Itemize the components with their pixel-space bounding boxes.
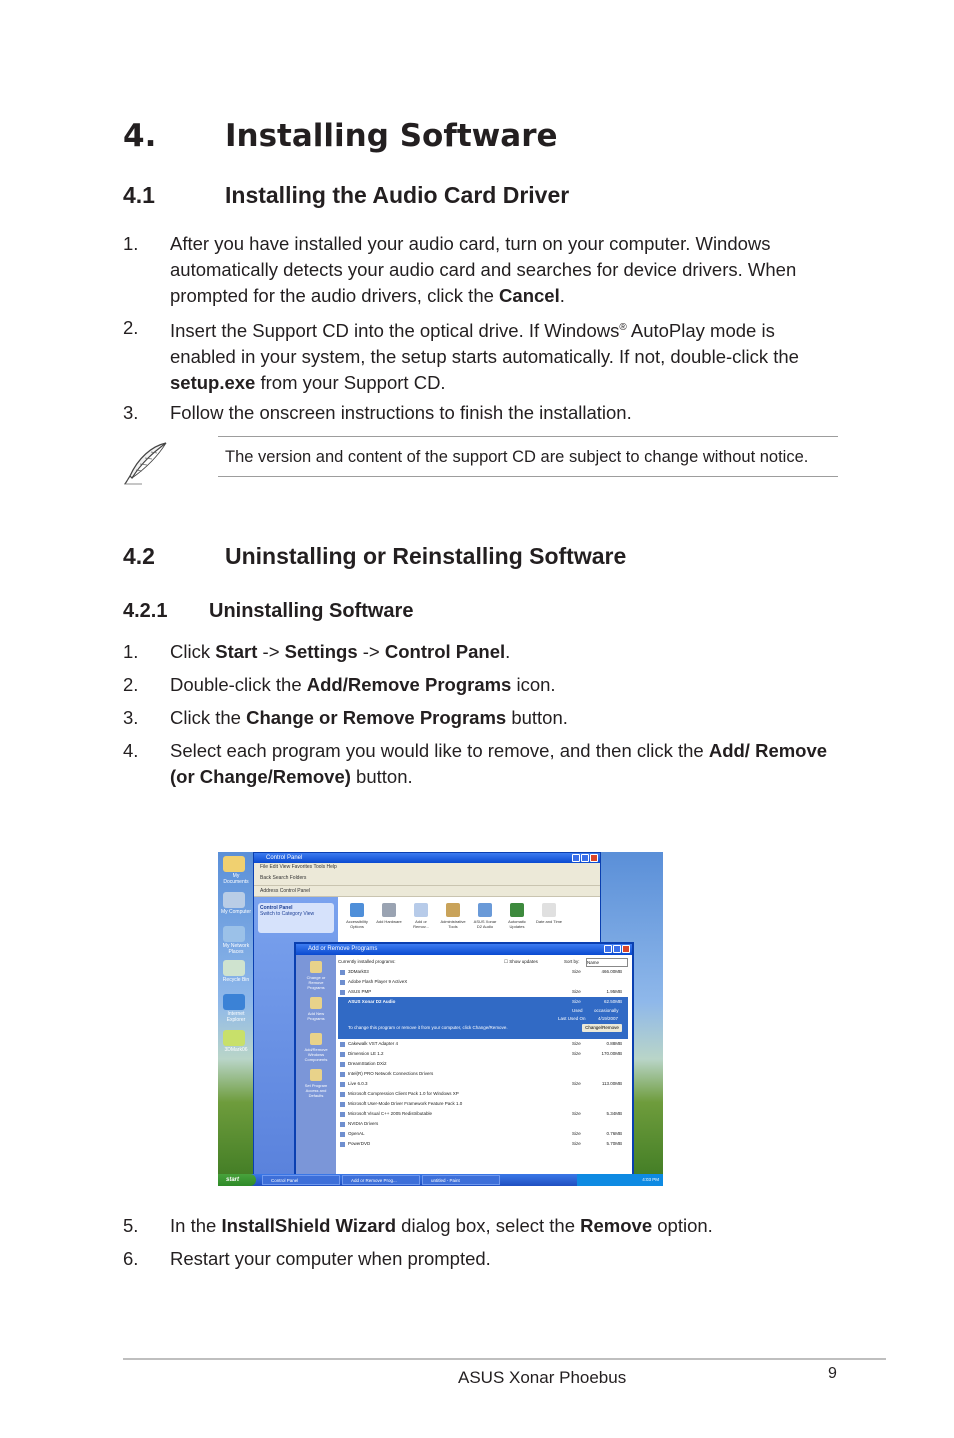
close-icon[interactable] [590, 854, 598, 862]
desktop-icon-label: My Documents [223, 873, 249, 885]
sort-select[interactable]: Name [586, 958, 628, 967]
last-used-value: 4/19/2007 [598, 1016, 619, 1021]
list-item [123, 738, 843, 790]
quill-note-icon [122, 440, 170, 486]
note-text: The version and content of the support CD are subject to change without notice. [225, 448, 809, 466]
bold-run: Add/ Remove (or Change/Remove) [170, 740, 828, 787]
cp-icon-label: Accessibility Options [346, 919, 368, 929]
size-value [594, 1119, 628, 1129]
program-row[interactable] [338, 1059, 628, 1069]
program-name: DreamStation DXi2 [338, 1059, 572, 1069]
item-number: 4. [123, 740, 139, 761]
item-text [170, 1213, 843, 1239]
accessibility-icon [350, 903, 364, 917]
list-header-label: Currently installed programs: [338, 959, 396, 964]
text-run: Insert the Support CD into the optical drive. If Windows [170, 320, 620, 342]
network-icon [223, 926, 245, 942]
size-label: Size [572, 989, 581, 994]
text-run: -> [357, 641, 385, 662]
size-label: Size [572, 1041, 581, 1046]
size-value [594, 977, 628, 987]
start-button[interactable]: start [218, 1174, 256, 1186]
text-run: icon. [511, 674, 556, 695]
bold-run: InstallShield Wizard [221, 1215, 397, 1236]
section-number: 4.2 [123, 543, 155, 569]
defaults-icon [310, 1069, 322, 1081]
taskbar [218, 1174, 663, 1186]
arp-sidebar [296, 955, 336, 1176]
desktop-icon-label: Internet Explorer [226, 1011, 246, 1023]
program-name: NVIDIA Drivers [338, 1119, 572, 1129]
text-run: . [505, 641, 511, 662]
toolbar[interactable]: Back Search Folders [254, 871, 600, 886]
window-controls [604, 945, 630, 953]
selected-program-name: ASUS Xonar D2 Audio [348, 999, 396, 1004]
size-value [594, 1059, 628, 1069]
bold-run: Remove [580, 1215, 653, 1236]
add-remove-programs-icon [414, 903, 428, 917]
program-name: Intel(R) PRO Network Connections Drivers [338, 1069, 572, 1079]
item-text: Restart your computer when prompted. [170, 1248, 491, 1269]
bold-run: Control Panel [384, 641, 506, 662]
item-text [170, 231, 843, 309]
text-run: option. [652, 1215, 713, 1236]
change-remove-button[interactable]: Change/Remove [582, 1024, 622, 1032]
list-item [123, 639, 843, 665]
text-run: -> [257, 641, 285, 662]
maximize-icon[interactable] [613, 945, 621, 953]
minimize-icon[interactable] [604, 945, 612, 953]
bold-run: Change or Remove Programs [246, 707, 507, 728]
program-access-button[interactable] [300, 1069, 332, 1099]
list-item [123, 400, 843, 426]
cp-icon-label: Automatic Updates [508, 919, 526, 929]
item-text [170, 639, 843, 665]
text-run: button. [350, 766, 413, 787]
show-updates-checkbox[interactable]: ☐ Show updates [504, 959, 538, 964]
change-remove-programs-button[interactable] [300, 961, 332, 991]
size-value: 0.88MB [606, 1041, 622, 1046]
windows-xp-screenshot [218, 852, 663, 1186]
program-row[interactable] [338, 1069, 628, 1079]
desktop-icon-label: 3DMark06 [224, 1047, 248, 1053]
size-label: Size [572, 1141, 581, 1146]
item-text [170, 705, 843, 731]
audio-icon [478, 903, 492, 917]
program-row[interactable] [338, 1139, 628, 1149]
text-run: . [559, 285, 565, 306]
folder-icon [223, 856, 245, 872]
add-new-programs-button[interactable] [300, 997, 332, 1027]
list-item [123, 1246, 843, 1272]
cp-icon-item[interactable] [408, 903, 434, 929]
size-label: Size [572, 1051, 581, 1056]
add-program-icon [310, 997, 322, 1009]
program-name: OpenAL [338, 1129, 572, 1139]
control-panel-window [253, 852, 622, 1176]
page-number: 9 [828, 1365, 837, 1382]
item-number: 1. [123, 233, 139, 254]
sidebar-panel-title: Control Panel [260, 905, 293, 911]
window-controls [572, 854, 598, 862]
program-row[interactable] [338, 1049, 628, 1059]
program-name: Cakewalk VST Adapter 4 [338, 1039, 572, 1049]
sort-label: Sort by: [564, 959, 580, 964]
item-text: Follow the onscreen instructions to finish the installation. [170, 402, 632, 423]
selected-hint: To change this program or remove it from your computer, click Change/Remove. [348, 1025, 508, 1030]
add-remove-programs-window [294, 942, 634, 1178]
last-used-label: Last Used On [558, 1016, 586, 1021]
section-heading-4-1 [123, 182, 569, 209]
list-item [123, 231, 843, 309]
taskbar-button[interactable]: untitled - Paint [422, 1175, 500, 1185]
size-value [594, 1099, 628, 1109]
list-header [338, 957, 628, 967]
maximize-icon[interactable] [581, 854, 589, 862]
item-number: 2. [123, 317, 139, 338]
computer-icon [223, 892, 245, 908]
program-row[interactable] [338, 967, 628, 977]
text-run: AutoPlay mode is enabled in your system, the setup starts automatically. If not, double-click the [170, 320, 799, 368]
chapter-number: 4. [123, 118, 157, 154]
system-tray [577, 1174, 663, 1186]
minimize-icon[interactable] [572, 854, 580, 862]
list-item [123, 705, 843, 731]
size-label [572, 1099, 594, 1109]
size-value: 466.00MB [601, 969, 622, 974]
program-name: Adobe Flash Player 9 ActiveX [338, 977, 572, 987]
bold-run: Add/Remove Programs [306, 674, 512, 695]
chapter-heading [123, 118, 558, 154]
program-rows-bottom [338, 1039, 628, 1149]
size-label: Size [572, 999, 581, 1004]
internet-explorer-icon [223, 994, 245, 1010]
list-item [123, 315, 843, 396]
item-number: 1. [123, 641, 139, 662]
program-row[interactable] [338, 977, 628, 987]
bold-run: setup.exe [170, 372, 256, 394]
desktop-icon-label: My Network Places [222, 943, 250, 955]
program-row[interactable] [338, 1119, 628, 1129]
updates-icon [510, 903, 524, 917]
desktop-icon-label: Recycle Bin [222, 977, 250, 983]
list-item [123, 672, 843, 698]
bold-run: Start [215, 641, 258, 662]
bold-run: Cancel [499, 285, 560, 306]
program-row[interactable] [338, 1089, 628, 1099]
windows-components-button[interactable] [300, 1033, 332, 1063]
size-value: 113.00MB [601, 1081, 622, 1086]
note-top-rule [218, 436, 838, 437]
desktop-icon-label: My Computer [220, 909, 251, 915]
text-run: After you have installed your audio card, turn on your computer. Windows automatically detects your audio card and searches for device drivers. When prompted for the audio drivers, click the [170, 233, 797, 306]
item-number: 3. [123, 402, 139, 423]
cp-icon-label: Date and Time [536, 919, 563, 924]
text-run: Click the [170, 707, 247, 728]
bold-run: Settings [284, 641, 358, 662]
note-bottom-rule [218, 476, 838, 477]
footer-rule [123, 1358, 886, 1360]
taskbar-button[interactable]: Add or Remove Prog... [342, 1175, 420, 1185]
section-title: Uninstalling or Reinstalling Software [225, 543, 627, 569]
size-label: Size [572, 1131, 581, 1136]
item-text [170, 672, 843, 698]
size-value: 5.34MB [606, 1111, 622, 1116]
item-number: 5. [123, 1215, 139, 1236]
item-number: 3. [123, 707, 139, 728]
program-name: Microsoft Visual C++ 2005 Redistributable [338, 1109, 572, 1119]
size-value [594, 1089, 628, 1099]
selected-program[interactable] [338, 997, 628, 1039]
size-value: 170.00MB [601, 1051, 622, 1056]
used-value: occasionally [594, 1008, 619, 1013]
program-row[interactable] [338, 987, 628, 997]
menu-bar[interactable]: File Edit View Favorites Tools Help [254, 863, 600, 871]
size-value: 1.95MB [606, 989, 622, 994]
program-name: PowerDVD [338, 1139, 572, 1149]
text-run: Click [170, 641, 216, 662]
sidebar-button-label: Add New Programs [307, 1011, 325, 1021]
size-label [572, 1089, 594, 1099]
cp-icon-item[interactable] [536, 903, 562, 929]
size-label: Size [572, 1111, 581, 1116]
installed-programs-list [338, 957, 628, 1174]
section-number: 4.1 [123, 182, 155, 208]
size-value: 5.70MB [606, 1141, 622, 1146]
program-name: Microsoft User-Mode Driver Framework Feature Pack 1.0 [338, 1099, 572, 1109]
programs-icon [310, 961, 322, 973]
size-label: Size [572, 1081, 581, 1086]
cp-icon-label: Add or Remov... [413, 919, 429, 929]
subsection-number: 4.2.1 [123, 600, 168, 622]
cp-icon-item[interactable] [504, 903, 530, 929]
cp-icon-item[interactable] [472, 903, 498, 929]
program-row[interactable] [338, 1129, 628, 1139]
cp-icon-label: ASUS Xonar D2 Audio [473, 919, 497, 929]
size-label [572, 1069, 594, 1079]
sidebar-button-label: Add/Remove Windows Components [304, 1047, 328, 1062]
registered-mark: ® [619, 322, 627, 333]
item-text [170, 738, 843, 790]
control-panel-icons [344, 903, 562, 929]
cp-icon-item[interactable] [440, 903, 466, 929]
cp-icon-label: Add Hardware [376, 919, 402, 924]
size-label [572, 977, 594, 987]
list-item [123, 1213, 843, 1239]
text-run: button. [506, 707, 568, 728]
sidebar-button-label: Set Program Access and Defaults [304, 1083, 328, 1098]
clock: 4:03 PM [642, 1177, 659, 1182]
arp-titlebar [296, 944, 632, 955]
cp-icon-item[interactable] [344, 903, 370, 929]
text-run: from your Support CD. [255, 372, 446, 394]
program-name: Microsoft Compression Client Pack 1.0 for Windows XP [338, 1089, 572, 1099]
program-row[interactable] [338, 1099, 628, 1109]
program-rows-top [338, 967, 628, 997]
switch-view-link[interactable]: Switch to Category View [260, 911, 315, 917]
item-text [170, 315, 843, 396]
window-title: Control Panel [266, 855, 303, 861]
size-label: Size [572, 969, 581, 974]
checkbox-label: Show updates [509, 959, 538, 964]
taskbar-button[interactable]: Control Panel [262, 1175, 340, 1185]
size-value: 62.50MB [603, 999, 622, 1004]
admin-tools-icon [446, 903, 460, 917]
window-title: Add or Remove Programs [308, 946, 378, 952]
size-label [572, 1119, 594, 1129]
section-title: Installing the Audio Card Driver [225, 182, 570, 208]
program-name: Live 6.0.3 [338, 1079, 572, 1089]
used-label: Used [572, 1008, 583, 1013]
subsection-heading-4-2-1 [123, 600, 413, 623]
control-panel-titlebar [254, 853, 600, 863]
sidebar-panel [258, 903, 334, 933]
item-number: 2. [123, 674, 139, 695]
program-row[interactable] [338, 1079, 628, 1089]
address-bar[interactable]: Address Control Panel [254, 886, 600, 897]
program-name: 3DMark03 [338, 967, 572, 977]
sidebar-button-label: Change or Remove Programs [306, 975, 326, 990]
subsection-title: Uninstalling Software [209, 600, 414, 622]
text-run: Double-click the [170, 674, 307, 695]
text-run: Select each program you would like to remove, and then click the [170, 740, 709, 761]
section-heading-4-2 [123, 543, 626, 570]
clock-icon [542, 903, 556, 917]
recycle-bin-icon [223, 960, 245, 976]
program-row[interactable] [338, 1109, 628, 1119]
chapter-title: Installing Software [225, 118, 558, 154]
size-value [594, 1069, 628, 1079]
hardware-icon [382, 903, 396, 917]
item-number: 6. [123, 1248, 139, 1269]
footer-title: ASUS Xonar Phoebus [458, 1368, 627, 1387]
3dmark-icon [223, 1030, 245, 1046]
components-icon [310, 1033, 322, 1045]
close-icon[interactable] [622, 945, 630, 953]
size-label [572, 1059, 594, 1069]
size-value: 0.76MB [606, 1131, 622, 1136]
cp-icon-item[interactable] [376, 903, 402, 929]
text-run: dialog box, select the [396, 1215, 581, 1236]
program-row[interactable] [338, 1039, 628, 1049]
program-name: ASUS PMP [338, 987, 572, 997]
cp-icon-label: Administrative Tools [440, 919, 466, 929]
text-run: In the [170, 1215, 222, 1236]
program-name: Dimension LE 1.2 [338, 1049, 572, 1059]
